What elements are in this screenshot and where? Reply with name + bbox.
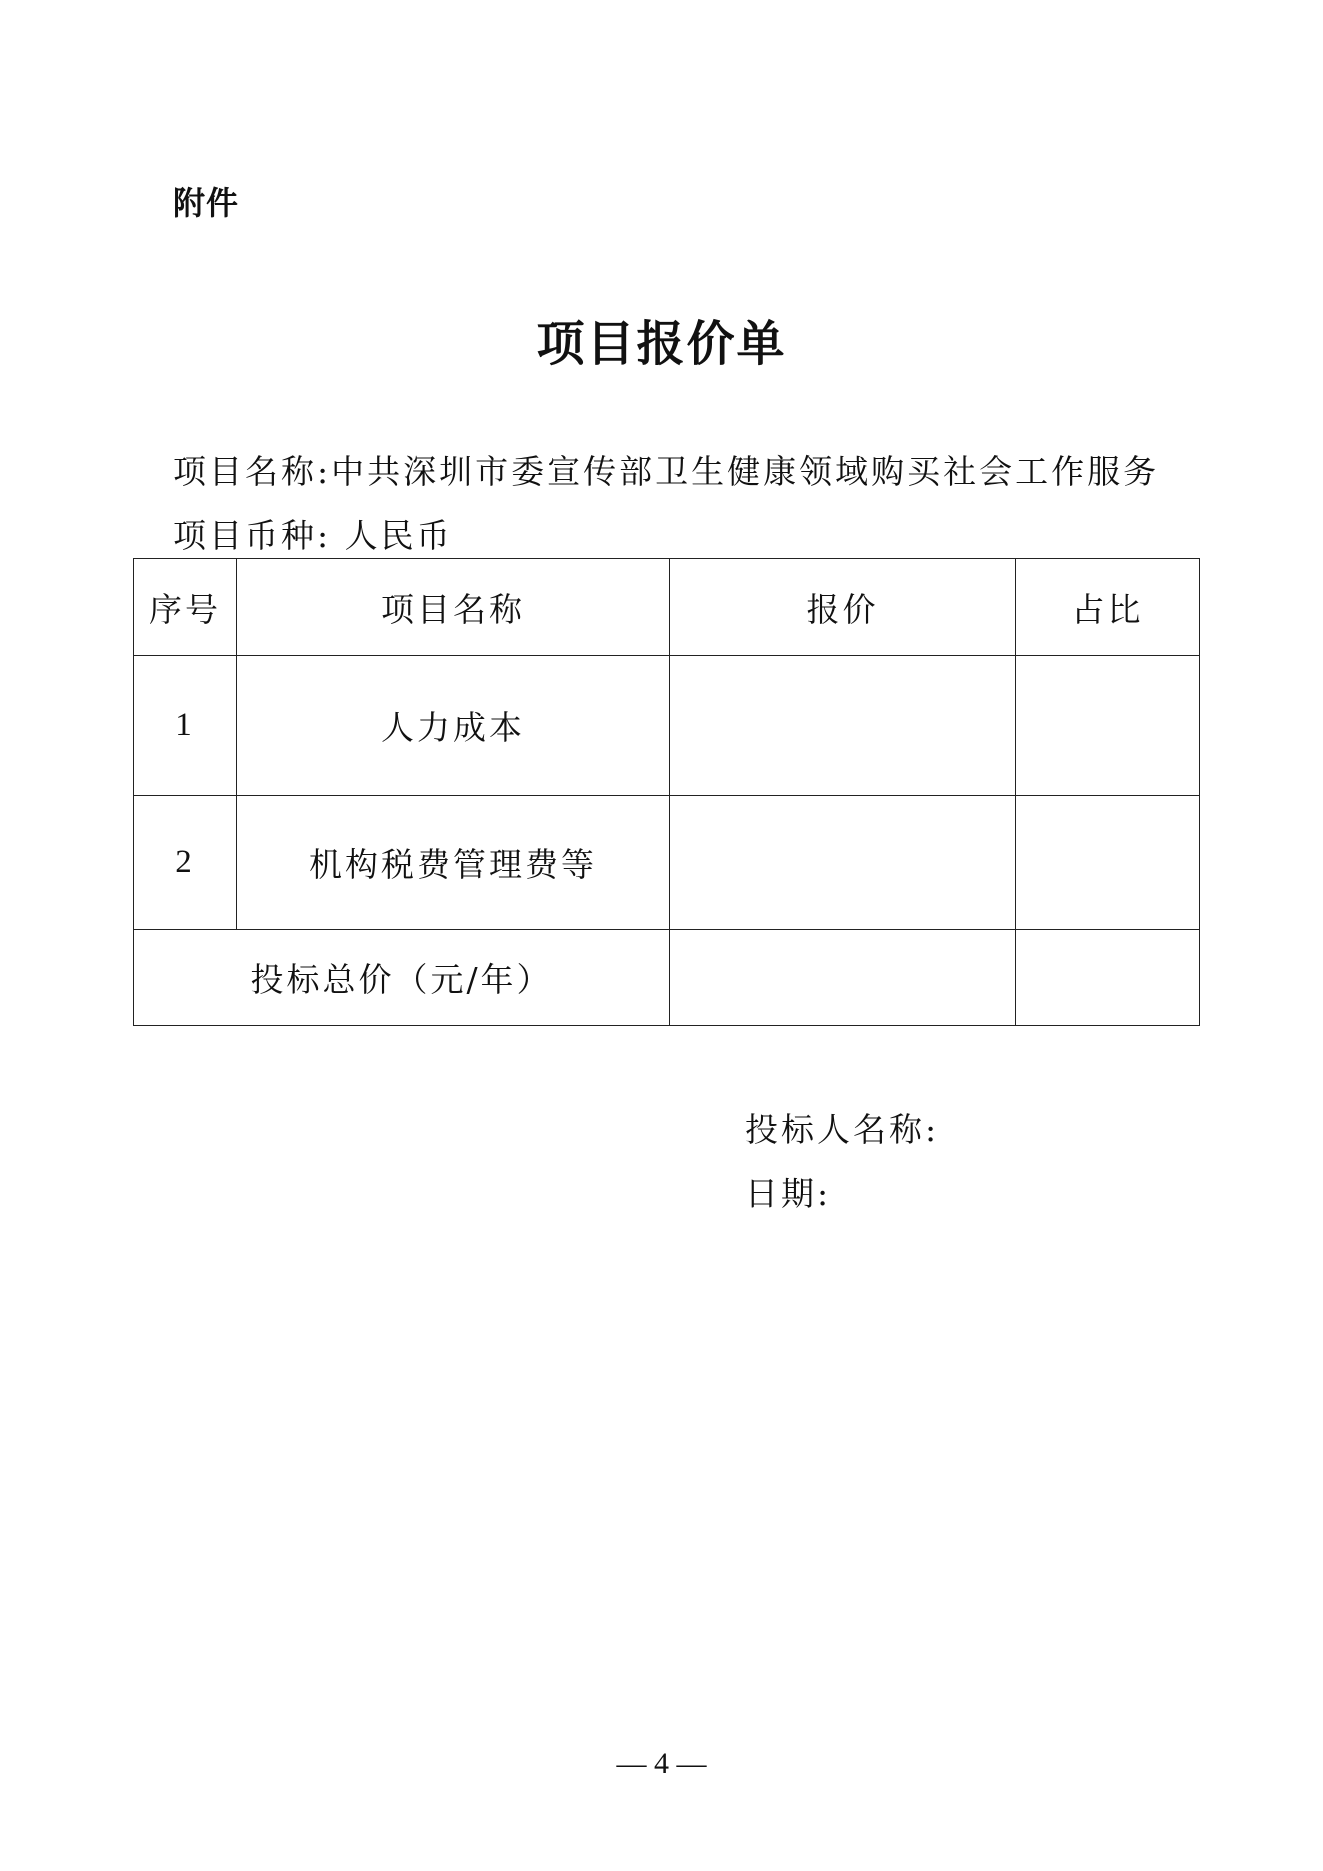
row-item-name: 人力成本 — [237, 656, 670, 796]
currency-line: 项目币种: 人民币 — [173, 516, 453, 555]
table-total-row — [134, 930, 1200, 1026]
date-label: 日期: — [745, 1174, 832, 1213]
row-price — [670, 656, 1016, 796]
row-price — [670, 796, 1016, 930]
header-ratio: 占比 — [1016, 559, 1200, 656]
header-index: 序号 — [134, 559, 237, 656]
row-ratio — [1016, 656, 1200, 796]
table-row — [134, 796, 1200, 930]
row-index: 2 — [134, 796, 237, 930]
bidder-name-label: 投标人名称: — [745, 1110, 940, 1149]
document-title: 项目报价单 — [536, 316, 787, 372]
table-row — [134, 656, 1200, 796]
page-number: — 4 — — [616, 1747, 707, 1780]
quotation-table — [133, 558, 1200, 1026]
project-name-line: 项目名称:中共深圳市委宣传部卫生健康领域购买社会工作服务 — [173, 452, 1160, 491]
total-price — [670, 930, 1016, 1026]
header-item-name: 项目名称 — [237, 559, 670, 656]
attachment-label: 附件 — [173, 184, 240, 222]
row-ratio — [1016, 796, 1200, 930]
total-ratio — [1016, 930, 1200, 1026]
row-item-name: 机构税费管理费等 — [237, 796, 670, 930]
row-index: 1 — [134, 656, 237, 796]
table-header-row — [134, 559, 1200, 656]
header-price: 报价 — [670, 559, 1016, 656]
total-label: 投标总价（元/年） — [134, 930, 670, 1026]
